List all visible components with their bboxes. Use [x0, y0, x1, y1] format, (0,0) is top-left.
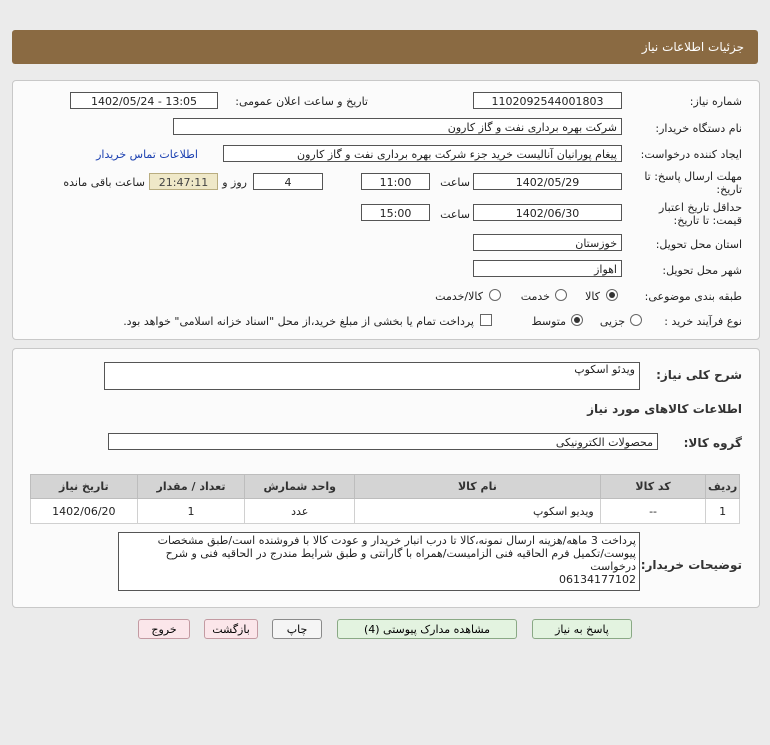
need-number-field: 1102092544001803	[473, 92, 622, 109]
deadline-time-label: ساعت	[440, 176, 470, 189]
process-radio-medium[interactable]	[571, 314, 583, 326]
exit-button[interactable]: خروج	[138, 619, 190, 639]
page-header-bar	[12, 30, 758, 64]
need-number-label: شماره نیاز:	[689, 95, 742, 108]
days-field: 4	[253, 173, 323, 190]
page-title: جزئیات اطلاعات نیاز	[641, 40, 744, 54]
notes-line-1: پرداخت 3 ماهه/هزینه ارسال نمونه،کالا تا درب انبار خریدار و عودت کالا با فروشنده است/طبق مشخصات	[157, 534, 636, 547]
col-name-header: نام کالا	[355, 475, 601, 499]
back-button[interactable]: بازگشت	[204, 619, 258, 639]
province-label: استان محل تحویل:	[655, 238, 742, 251]
category-option-service: خدمت	[520, 290, 550, 303]
buyer-contact-link[interactable]: اطلاعات تماس خریدار	[96, 148, 198, 161]
cell-date: 1402/06/20	[31, 499, 138, 524]
cell-unit: عدد	[245, 499, 355, 524]
deadline-time-field: 11:00	[361, 173, 430, 190]
city-field: اهواز	[473, 260, 622, 277]
days-label: روز و	[222, 176, 247, 189]
process-radio-minor[interactable]	[630, 314, 642, 326]
notes-line-3: درخواست	[590, 560, 636, 573]
col-qty-header: تعداد / مقدار	[137, 475, 245, 499]
validity-time-field: 15:00	[361, 204, 430, 221]
category-option-goods-service: کالا/خدمت	[435, 290, 483, 303]
table-row	[31, 499, 740, 524]
view-attachments-button[interactable]: مشاهده مدارک پیوستی (4)	[337, 619, 517, 639]
remaining-time-display: 21:47:11	[149, 173, 218, 190]
category-radio-service[interactable]	[555, 289, 567, 301]
category-option-goods: کالا	[585, 290, 600, 303]
items-table	[30, 474, 740, 524]
cell-qty: 1	[137, 499, 245, 524]
province-field: خوزستان	[473, 234, 622, 251]
col-date-header: تاریخ نیاز	[31, 475, 138, 499]
process-label: نوع فرآیند خرید :	[664, 315, 742, 328]
deadline-label-date: تاریخ:	[716, 183, 742, 196]
deadline-label: مهلت ارسال پاسخ: تا	[644, 170, 742, 183]
city-label: شهر محل تحویل:	[662, 264, 742, 277]
buyer-label: نام دستگاه خریدار:	[655, 122, 742, 135]
category-radio-goods-service[interactable]	[489, 289, 501, 301]
validity-label-date: قیمت: تا تاریخ:	[673, 214, 742, 227]
remaining-label: ساعت باقی مانده	[63, 176, 145, 189]
table-header-row	[31, 475, 740, 499]
cell-row: 1	[706, 499, 740, 524]
creator-label: ایجاد کننده درخواست:	[640, 148, 742, 161]
summary-field: ویدئو اسکوپ	[104, 362, 640, 390]
category-label: طبقه بندی موضوعی:	[644, 290, 742, 303]
buyer-notes-label: توضیحات خریدار:	[640, 558, 742, 572]
process-option-minor: جزیی	[599, 315, 625, 328]
validity-time-label: ساعت	[440, 208, 470, 221]
announce-label: تاریخ و ساعت اعلان عمومی:	[235, 95, 368, 108]
col-row-header: ردیف	[706, 475, 740, 499]
goods-group-field: محصولات الکترونیکی	[108, 433, 658, 450]
deadline-date-field: 1402/05/29	[473, 173, 622, 190]
cell-code: --	[600, 499, 706, 524]
notes-line-4: 06134177102	[559, 573, 636, 586]
buyer-notes-box	[118, 532, 640, 591]
goods-info-heading: اطلاعات کالاهای مورد نیاز	[587, 402, 742, 416]
treasury-payment-checkbox[interactable]	[480, 314, 492, 326]
creator-field: پیغام پورانیان آنالیست خرید جزء شرکت بهره برداری نفت و گاز کارون	[223, 145, 622, 162]
col-unit-header: واحد شمارش	[245, 475, 355, 499]
treasury-payment-text: پرداخت تمام یا بخشی از مبلغ خرید،از محل "اسناد خزانه اسلامی" خواهد بود.	[123, 315, 474, 328]
validity-label: حداقل تاریخ اعتبار	[658, 201, 742, 214]
announce-field: 1402/05/24 - 13:05	[70, 92, 218, 109]
cell-name: ویدیو اسکوپ	[355, 499, 601, 524]
validity-date-field: 1402/06/30	[473, 204, 622, 221]
summary-label: شرح کلی نیاز:	[656, 368, 742, 382]
process-option-medium: متوسط	[531, 315, 566, 328]
category-radio-goods[interactable]	[606, 289, 618, 301]
notes-line-2: پیوست/تکمیل فرم الحاقیه فنی الزامیست/همراه با گارانتی و طبق شرایط مندرج در الحاقیه فنی و شرح	[165, 547, 636, 560]
goods-group-label: گروه کالا:	[683, 436, 742, 450]
buyer-field: شرکت بهره برداری نفت و گاز کارون	[173, 118, 622, 135]
reply-button[interactable]: پاسخ به نیاز	[532, 619, 632, 639]
col-code-header: کد کالا	[600, 475, 706, 499]
print-button[interactable]: چاپ	[272, 619, 322, 639]
